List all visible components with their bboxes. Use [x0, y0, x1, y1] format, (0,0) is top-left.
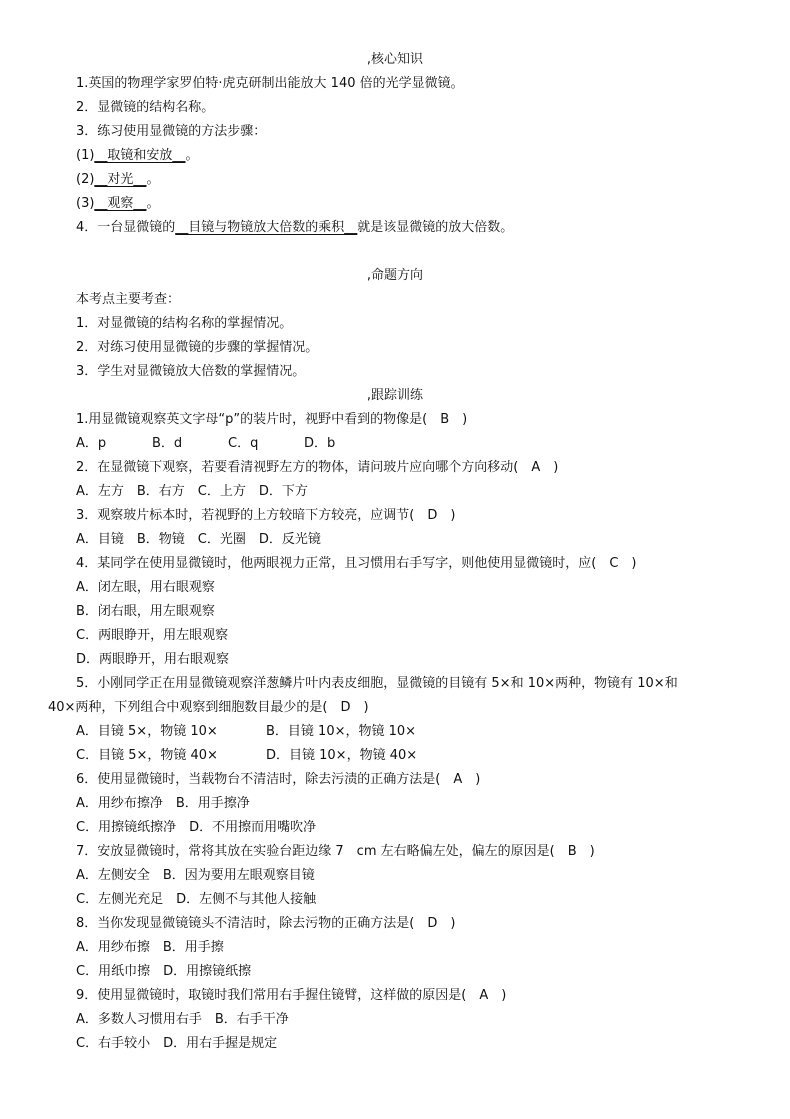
core-step-3	[76, 195, 159, 213]
step-1-answer: __取镜和安放__	[94, 148, 186, 163]
step-2-suffix: 。	[146, 172, 160, 187]
question-4-option: B．闭右眼，用左眼观察	[76, 604, 215, 619]
question-3: 3．观察玻片标本时，若视野的上方较暗下方较亮，应调节( D )	[76, 508, 456, 523]
section-heading-core: ,核心知识	[366, 52, 424, 67]
step-3-prefix: (3)	[76, 196, 95, 211]
question-7-options: A．左侧安全 B．因为要用左眼观察目镜	[76, 868, 315, 883]
core-point-2: 2．显微镜的结构名称。	[76, 100, 215, 115]
core-point-4	[76, 219, 513, 237]
step-3-answer: __观察__	[94, 196, 147, 211]
question-6-options: A．用纱布擦净 B．用手擦净	[76, 796, 250, 811]
step-1-suffix: 。	[185, 148, 199, 163]
point-4-suffix: 就是该显微镜的放大倍数。	[357, 220, 514, 235]
question-2-options: A．左方 B．右方 C．上方 D．下方	[76, 484, 308, 499]
question-5-options-row-1	[76, 723, 416, 741]
question-8: 8．当你发现显微镜镜头不清洁时，除去污物的正确方法是( D )	[76, 916, 456, 931]
step-2-prefix: (2)	[76, 172, 95, 187]
option: C．目镜 5×，物镜 40×	[76, 748, 218, 763]
question-1: 1.用显微镜观察英文字母“p”的装片时，视野中看到的物像是( B )	[76, 412, 468, 427]
direction-intro: 本考点主要考查：	[76, 292, 181, 307]
question-2: 2．在显微镜下观察，若要看清视野左方的物体，请问玻片应向哪个方向移动( A )	[76, 460, 559, 475]
question-5-line-1: 5．小刚同学正在用显微镜观察洋葱鳞片叶内表皮细胞，显微镜的目镜有 5×和 10×两种，物镜有 10×和	[76, 676, 678, 691]
section-heading-direction: ,命题方向	[366, 268, 424, 283]
direction-item: 3．学生对显微镜放大倍数的掌握情况。	[76, 364, 306, 379]
question-7-options: C．左侧光充足 D．左侧不与其他人接触	[76, 892, 317, 907]
core-point-1: 1.英国的物理学家罗伯特·虎克研制出能放大 140 倍的光学显微镜。	[76, 76, 464, 91]
core-step-1	[76, 147, 198, 165]
question-4-option: D．两眼睁开，用右眼观察	[76, 652, 230, 667]
question-6: 6．使用显微镜时，当载物台不清洁时，除去污渍的正确方法是( A )	[76, 772, 481, 787]
direction-item: 1．对显微镜的结构名称的掌握情况。	[76, 316, 293, 331]
question-9-options: A．多数人习惯用右手 B．右手干净	[76, 1012, 289, 1027]
question-5-options-row-2	[76, 747, 417, 765]
section-heading-training: ,跟踪训练	[366, 388, 424, 403]
option: B．目镜 10×，物镜 10×	[266, 724, 417, 739]
option: C．q	[228, 436, 259, 451]
question-1-options	[76, 435, 335, 453]
question-4: 4．某同学在使用显微镜时，他两眼视力正常，且习惯用右手写字，则他使用显微镜时，应( C )	[76, 556, 637, 571]
question-9: 9．使用显微镜时，取镜时我们常用右手握住镜臂，这样做的原因是( A )	[76, 988, 507, 1003]
option: A．目镜 5×，物镜 10×	[76, 724, 218, 739]
question-3-options: A．目镜 B．物镜 C．光圈 D．反光镜	[76, 532, 321, 547]
option: D．目镜 10×，物镜 40×	[266, 748, 418, 763]
direction-item: 2．对练习使用显微镜的步骤的掌握情况。	[76, 340, 319, 355]
question-5-line-2: 40×两种，下列组合中观察到细胞数目最少的是( D )	[48, 700, 369, 715]
point-4-prefix: 4．一台显微镜的	[76, 220, 176, 235]
step-3-suffix: 。	[146, 196, 160, 211]
option: A．p	[76, 436, 107, 451]
question-7: 7．安放显微镜时，常将其放在实验台距边缘 7 cm 左右略偏左处，偏左的原因是( B )	[76, 844, 595, 859]
step-1-prefix: (1)	[76, 148, 95, 163]
question-6-options: C．用擦镜纸擦净 D．不用擦而用嘴吹净	[76, 820, 317, 835]
step-2-answer: __对光__	[94, 172, 147, 187]
question-4-option: A．闭左眼，用右眼观察	[76, 580, 215, 595]
question-4-option: C．两眼睁开，用左眼观察	[76, 628, 229, 643]
option: B．d	[152, 436, 183, 451]
core-point-3: 3．练习使用显微镜的方法步骤：	[76, 124, 267, 139]
question-9-options: C．右手较小 D．用右手握是规定	[76, 1036, 278, 1051]
question-8-options: A．用纱布擦 B．用手擦	[76, 940, 224, 955]
point-4-answer: __目镜与物镜放大倍数的乘积__	[175, 220, 358, 235]
question-8-options: C．用纸巾擦 D．用擦镜纸擦	[76, 964, 252, 979]
option: D．b	[304, 436, 336, 451]
core-step-2	[76, 171, 159, 189]
